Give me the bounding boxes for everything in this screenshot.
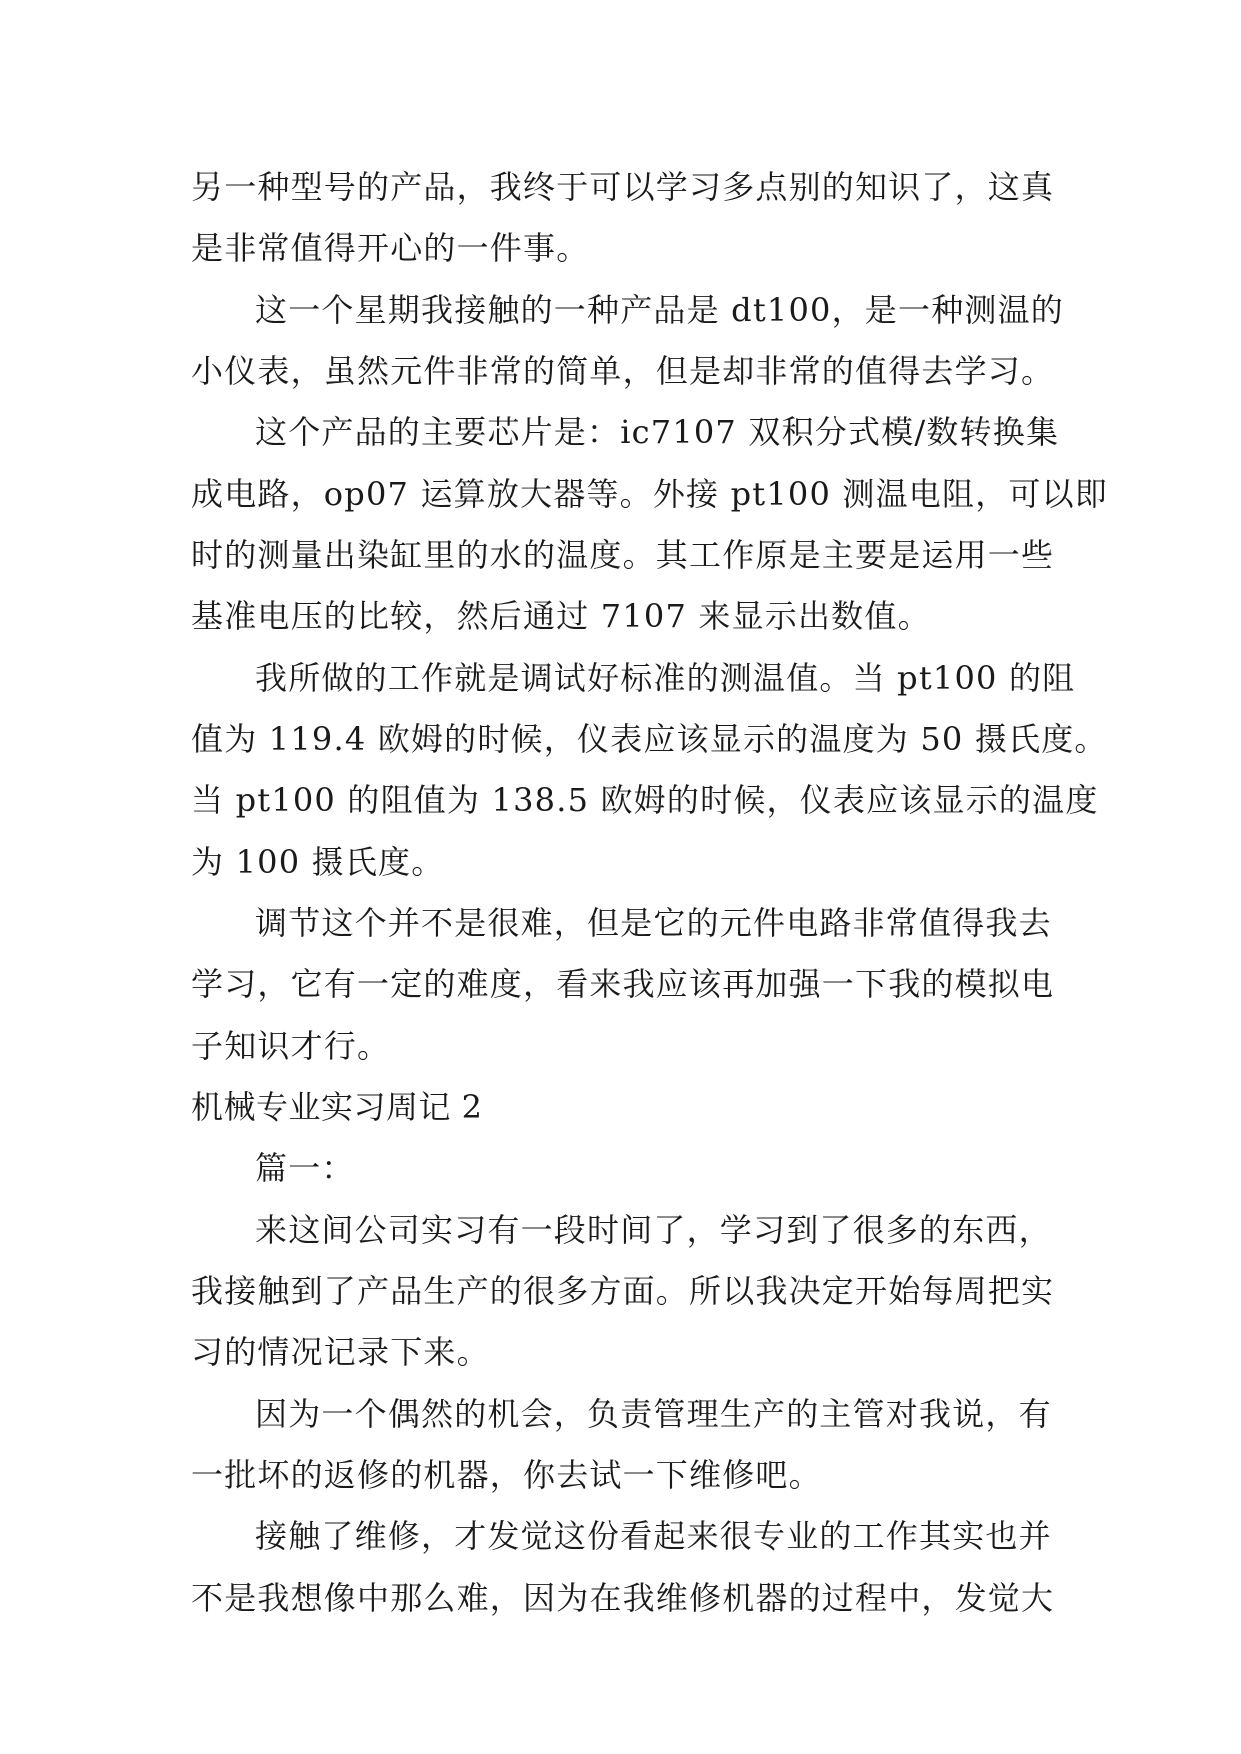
paragraph-line: 一批坏的返修的机器，你去试一下维修吧。 — [191, 1456, 822, 1494]
paragraph-line: 接触了维修，才发觉这份看起来很专业的工作其实也并 — [255, 1517, 1052, 1555]
paragraph-line: 另一种型号的产品，我终于可以学习多点别的知识了，这真 — [191, 168, 1055, 206]
paragraph-line: 小仪表，虽然元件非常的简单，但是却非常的值得去学习。 — [191, 352, 1055, 390]
section-heading: 机械专业实习周记 2 — [191, 1088, 483, 1126]
paragraph-line: 来这间公司实习有一段时间了，学习到了很多的东西， — [255, 1211, 1052, 1249]
section-subheading: 篇一： — [255, 1149, 355, 1187]
paragraph-line: 为 100 摄氏度。 — [191, 843, 445, 881]
paragraph-line: 这一个星期我接触的一种产品是 dt100，是一种测温的 — [255, 291, 1064, 329]
paragraph-line: 习的情况记录下来。 — [191, 1333, 490, 1371]
paragraph-line: 调节这个并不是很难，但是它的元件电路非常值得我去 — [255, 904, 1052, 942]
paragraph-line: 不是我想像中那么难，因为在我维修机器的过程中，发觉大 — [191, 1579, 1055, 1617]
paragraph-line: 值为 119.4 欧姆的时候，仪表应该显示的温度为 50 摄氏度。 — [191, 720, 1108, 758]
paragraph-line: 学习，它有一定的难度，看来我应该再加强一下我的模拟电 — [191, 965, 1055, 1003]
paragraph-line: 是非常值得开心的一件事。 — [191, 229, 590, 267]
paragraph-line: 时的测量出染缸里的水的温度。其工作原是主要是运用一些 — [191, 536, 1055, 574]
paragraph-line: 我接触到了产品生产的很多方面。所以我决定开始每周把实 — [191, 1272, 1055, 1310]
paragraph-line: 因为一个偶然的机会，负责管理生产的主管对我说，有 — [255, 1395, 1052, 1433]
paragraph-line: 基准电压的比较，然后通过 7107 来显示出数值。 — [191, 597, 931, 635]
paragraph-line: 成电路，op07 运算放大器等。外接 pt100 测温电阻，可以即 — [191, 475, 1109, 513]
paragraph-line: 子知识才行。 — [191, 1027, 391, 1065]
paragraph-line: 这个产品的主要芯片是：ic7107 双积分式模/数转换集 — [255, 413, 1060, 451]
paragraph-line: 当 pt100 的阻值为 138.5 欧姆的时候，仪表应该显示的温度 — [191, 781, 1099, 819]
paragraph-line: 我所做的工作就是调试好标准的测温值。当 pt100 的阻 — [255, 659, 1076, 697]
